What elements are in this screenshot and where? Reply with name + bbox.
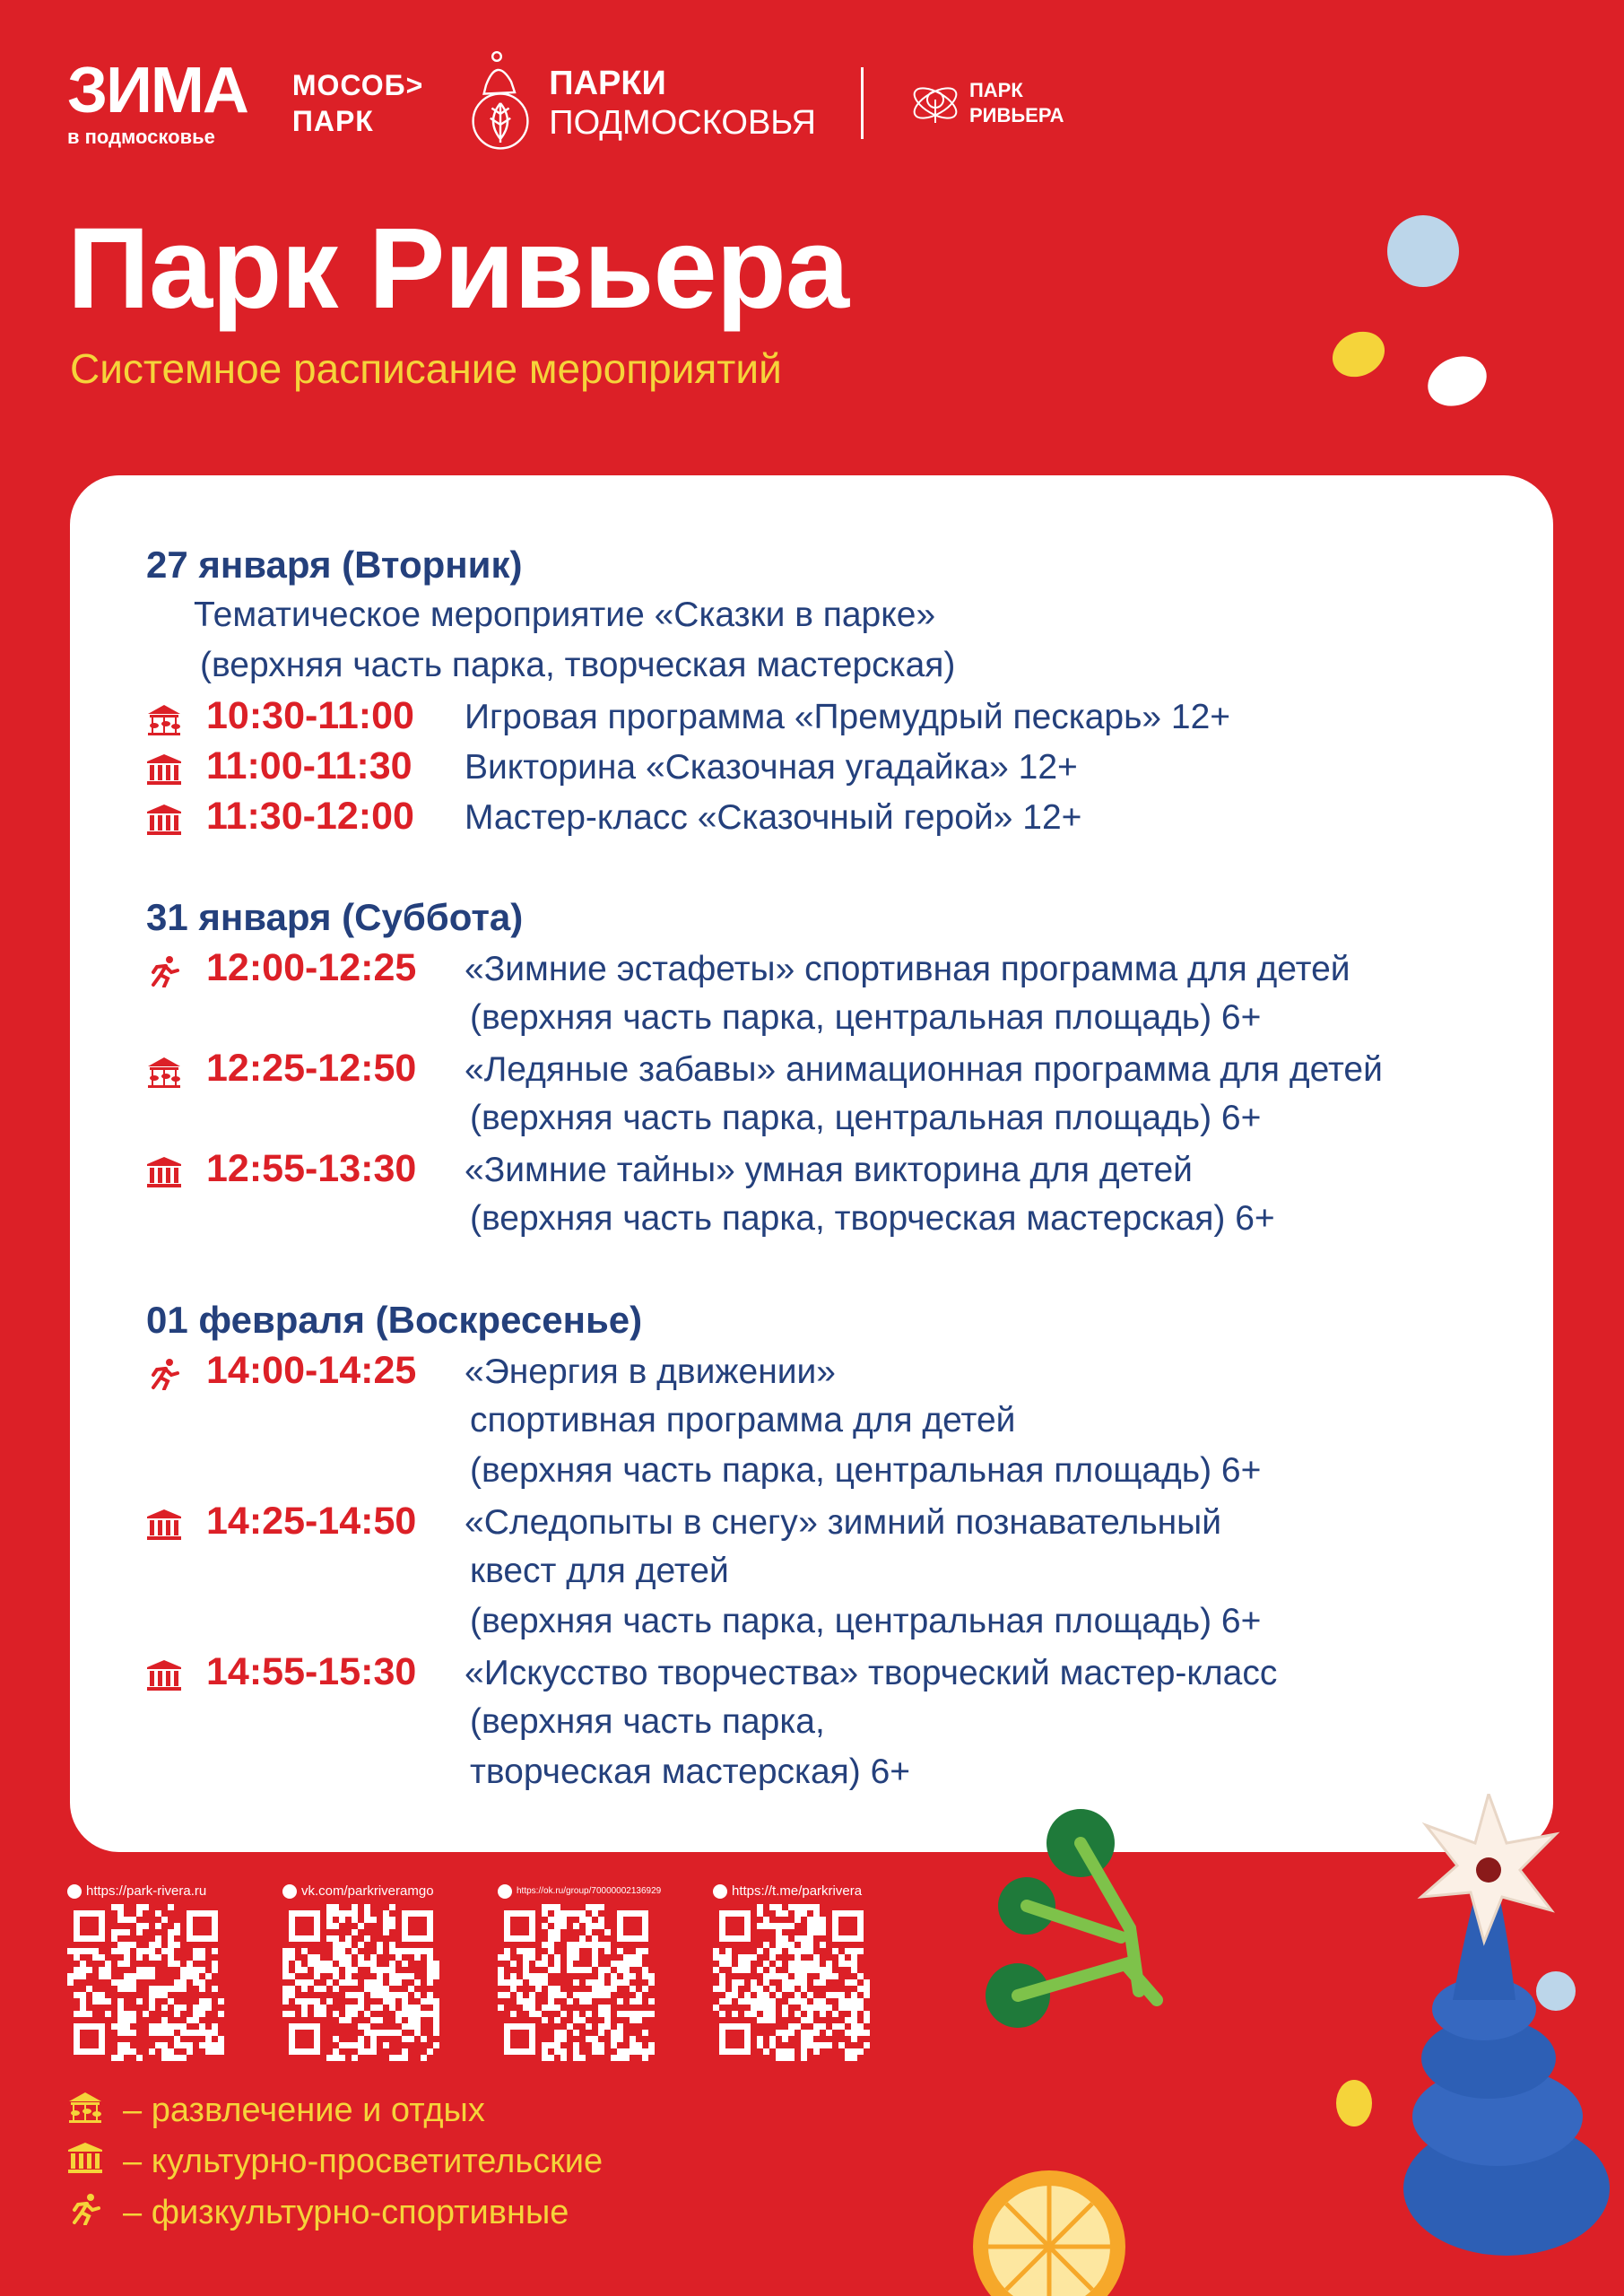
zima-logo-subtext: в подмосковье: [67, 126, 215, 148]
qr-link-label[interactable]: [498, 1879, 662, 1904]
qr-link-block[interactable]: [713, 1879, 874, 2061]
page-subtitle: Системное расписание мероприятий: [70, 345, 782, 392]
day-date: 27 января (Вторник): [146, 544, 523, 586]
qr-code[interactable]: [713, 1904, 870, 2061]
event-description-continued: (верхняя часть парка, творческая мастерская) 6+: [470, 1199, 1275, 1238]
event-description-continued: спортивная программа для детей: [470, 1401, 1016, 1439]
event-description-continued: квест для детей: [470, 1552, 729, 1590]
legend-label: – физкультурно-спортивные: [123, 2194, 569, 2231]
event-description: Викторина «Сказочная угадайка» 12+: [465, 748, 1078, 787]
event-time: 10:30-11:00: [206, 694, 414, 737]
event-row: [70, 1496, 1553, 1546]
zima-logo-text: ЗИМА: [67, 55, 248, 126]
event-description-continued: (верхняя часть парка,: [470, 1702, 825, 1741]
event-description: «Ледяные забавы» анимационная программа для детей: [465, 1050, 1383, 1089]
day-section: [70, 892, 1553, 1244]
yellow-white-dots-decoration: [1323, 323, 1502, 422]
runner-icon: [146, 1354, 182, 1387]
legend-item: [67, 2085, 603, 2136]
christmas-tree-decoration: [968, 1794, 1624, 2296]
event-row: [70, 741, 1553, 791]
event-description: «Следопыты в снегу» зимний познавательный: [465, 1503, 1222, 1542]
hat-leaf-icon: [468, 49, 540, 157]
schedule-card: [70, 475, 1553, 1852]
event-time: 11:30-12:00: [206, 795, 414, 838]
qr-link-text[interactable]: https://ok.ru/group/70000002136929: [517, 1886, 662, 1896]
museum-icon: [146, 1505, 182, 1537]
telegram-icon: [713, 1884, 727, 1899]
event-description-continued: (верхняя часть парка, центральная площадь) 6+: [470, 1451, 1262, 1490]
page-title: Парк Ривьера: [67, 204, 848, 333]
qr-link-block[interactable]: [282, 1879, 444, 2061]
event-description-continued: творческая мастерская) 6+: [470, 1752, 911, 1791]
vk-icon: [282, 1884, 297, 1899]
event-description: Игровая программа «Премудрый пескарь» 12+: [465, 698, 1231, 736]
mosobpark-line-1: МОСОБ>: [291, 69, 424, 101]
event-time: 11:00-11:30: [206, 744, 413, 787]
event-time: 12:55-13:30: [206, 1147, 417, 1190]
event-description-continued: (верхняя часть парка, центральная площадь) 6+: [470, 1602, 1262, 1640]
blue-dot-decoration: [1385, 213, 1475, 303]
carousel-icon: [146, 700, 182, 732]
qr-link-label[interactable]: [713, 1879, 874, 1904]
globe-icon: [67, 1884, 82, 1899]
event-description: «Зимние тайны» умная викторина для детей: [465, 1151, 1193, 1189]
event-row: [70, 791, 1553, 841]
event-time: 14:00-14:25: [206, 1349, 417, 1392]
event-time: 14:55-15:30: [206, 1650, 417, 1693]
qr-link-text[interactable]: https://t.me/parkrivera: [732, 1883, 863, 1899]
event-description-continued: (верхняя часть парка, центральная площадь) 6+: [470, 1099, 1262, 1137]
event-row: [70, 691, 1553, 741]
event-description-continued: (верхняя часть парка, центральная площадь) 6+: [470, 998, 1262, 1037]
header-logos: [67, 49, 1064, 157]
mosobpark-line-2: ПАРК: [291, 105, 374, 137]
parki-line-2: ПОДМОСКОВЬЯ: [549, 104, 816, 142]
event-time: 12:00-12:25: [206, 946, 417, 989]
event-row: [70, 1043, 1553, 1093]
qr-link-label[interactable]: [67, 1879, 229, 1904]
zima-logo: [67, 57, 248, 150]
ok-icon: [498, 1884, 512, 1899]
event-description: «Энергия в движении»: [465, 1352, 836, 1391]
day-date: 01 февраля (Воскресенье): [146, 1299, 643, 1341]
park-riviera-logo: [908, 76, 1064, 130]
parki-podmoskovya-logo: [468, 49, 816, 157]
event-row: [70, 1144, 1553, 1194]
qr-link-text[interactable]: https://park-rivera.ru: [86, 1883, 207, 1899]
day-date: 31 января (Суббота): [146, 896, 524, 938]
logo-divider: [861, 67, 864, 139]
runner-icon: [67, 2193, 103, 2234]
qr-code[interactable]: [67, 1904, 224, 2061]
qr-link-block[interactable]: [67, 1879, 229, 2061]
event-description: «Искусство творчества» творческий мастер-класс: [465, 1654, 1278, 1692]
qr-link-text[interactable]: vk.com/parkriveramgo: [301, 1883, 434, 1899]
mosobpark-logo: [292, 67, 423, 139]
qr-codes: [67, 1879, 874, 2061]
museum-icon: [146, 800, 182, 832]
museum-icon: [146, 750, 182, 782]
museum-icon: [67, 2142, 103, 2183]
legend-label: – культурно-просветительские: [123, 2143, 604, 2180]
event-description: Мастер-класс «Сказочный герой» 12+: [465, 798, 1082, 837]
parki-line-1: ПАРКИ: [549, 65, 666, 102]
event-intro-line: (верхняя часть парка, творческая мастерская): [200, 646, 956, 684]
legend-item: [67, 2187, 603, 2239]
event-row: [70, 1345, 1553, 1396]
riviera-line-2: РИВЬЕРА: [968, 104, 1064, 126]
qr-code[interactable]: [498, 1904, 655, 2061]
legend-item: [67, 2136, 603, 2187]
day-section: [70, 540, 1553, 841]
day-section: [70, 1295, 1553, 1797]
museum-icon: [146, 1656, 182, 1688]
event-intro-line: Тематическое мероприятие «Сказки в парке»: [194, 596, 936, 634]
legend-label: – развлечение и отдых: [123, 2092, 485, 2129]
runner-icon: [146, 952, 182, 984]
qr-link-label[interactable]: [282, 1879, 444, 1904]
qr-link-block[interactable]: [498, 1879, 662, 2061]
riviera-line-1: ПАРК: [968, 79, 1023, 101]
event-description: «Зимние эстафеты» спортивная программа для детей: [465, 950, 1350, 988]
event-row: [70, 943, 1553, 993]
museum-icon: [146, 1152, 182, 1185]
event-time: 14:25-14:50: [206, 1500, 417, 1543]
qr-code[interactable]: [282, 1904, 439, 2061]
carousel-icon: [67, 2091, 103, 2132]
carousel-icon: [146, 1052, 182, 1084]
riviera-emblem-icon: [908, 76, 962, 130]
event-time: 12:25-12:50: [206, 1047, 417, 1090]
event-row: [70, 1647, 1553, 1697]
icon-legend: [67, 2085, 603, 2239]
